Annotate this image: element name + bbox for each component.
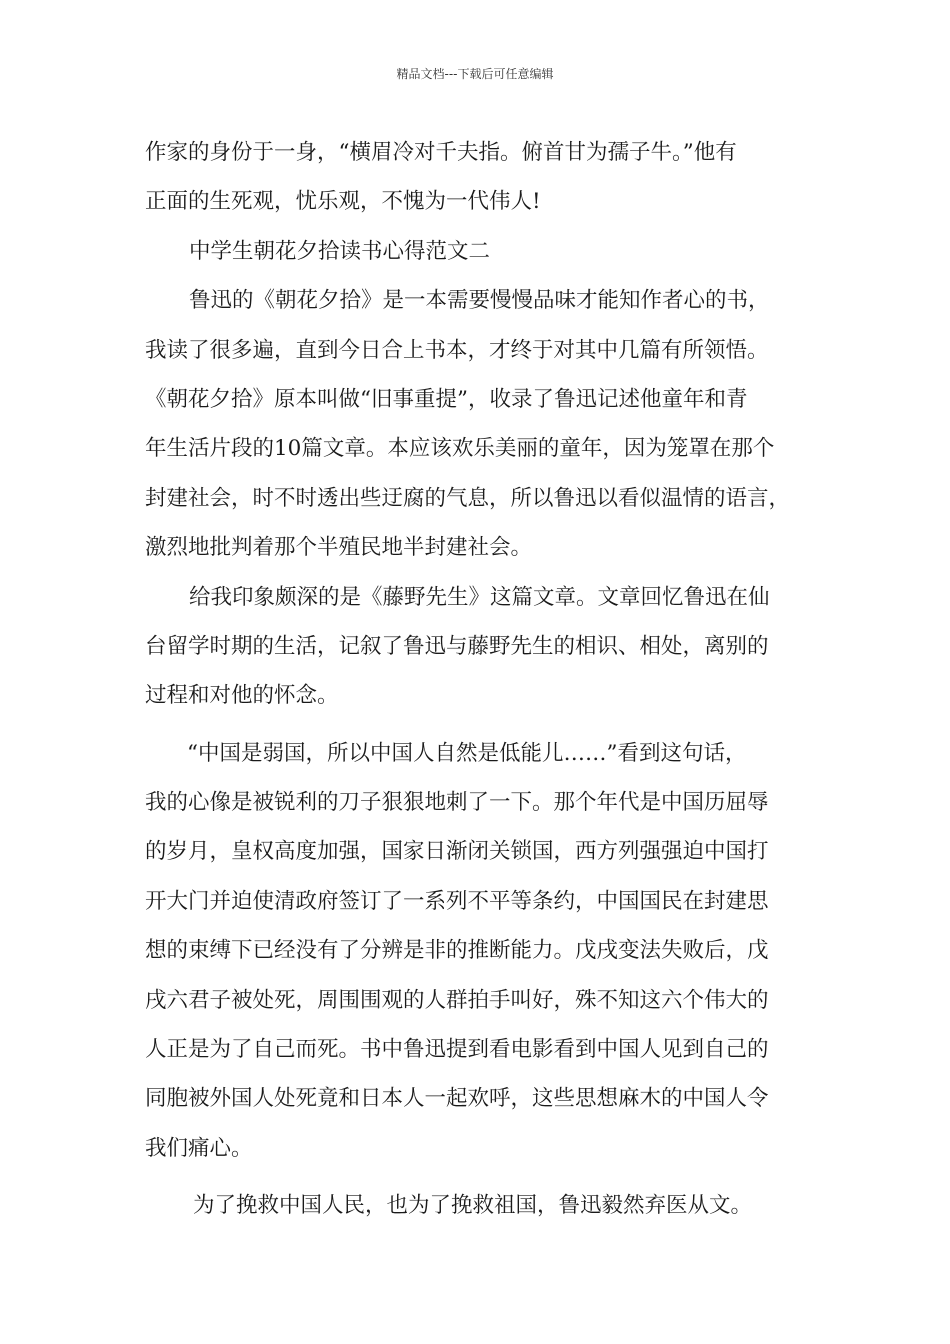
- text-line: 的岁月，皇权高度加强，国家日渐闭关锁国，西方列强强迫中国打: [145, 839, 769, 865]
- text-line: 同胞被外国人处死竟和日本人一起欢呼，这些思想麻木的中国人令: [145, 1086, 769, 1112]
- document-body: [145, 128, 829, 1231]
- text-line: 我的心像是被锐利的刀子狠狠地刺了一下。那个年代是中国历屈辱: [145, 790, 769, 816]
- page-header: 精品文档---下载后可任意编辑: [396, 67, 554, 81]
- text-line: 过程和对他的怀念。: [145, 683, 339, 709]
- text-line: 开大门并迫使清政府签订了一系列不平等条约，中国国民在封建思: [145, 888, 769, 914]
- text-line: 激烈地批判着那个半殖民地半封建社会。: [145, 535, 533, 561]
- text-line: 想的束缚下已经没有了分辨是非的推断能力。戊戌变法失败后，戊: [145, 938, 769, 964]
- text-line: “中国是弱国，所以中国人自然是低能儿……”看到这句话，: [187, 740, 747, 766]
- text-line: 鲁迅的《朝花夕拾》是一本需要慢慢品味才能知作者心的书，: [189, 288, 770, 314]
- text-line: 为了挽救中国人民，也为了挽救祖国，鲁迅毅然弃医从文。: [193, 1193, 753, 1219]
- text-line: 戌六君子被处死，周围围观的人群拍手叫好，殊不知这六个伟大的: [145, 987, 769, 1013]
- text-line: 台留学时期的生活，记叙了鲁迅与藤野先生的相识、相处，离别的: [145, 633, 769, 659]
- text-line: 《朝花夕拾》原本叫做“旧事重提”，收录了鲁迅记述他童年和青: [145, 386, 748, 412]
- text-line: 我读了很多遍，直到今日合上书本，才终于对其中几篇有所领悟。: [145, 337, 769, 363]
- text-line: 正面的生死观，忧乐观，不愧为一代伟人!: [145, 189, 541, 215]
- text-line: 作家的身份于一身，“横眉冷对千夫指。俯首甘为孺子牛。”他有: [145, 140, 737, 165]
- text-line: 年生活片段的10篇文章。本应该欢乐美丽的童年，因为笼罩在那个: [145, 436, 775, 462]
- section-heading: 中学生朝花夕拾读书心得范文二: [189, 238, 491, 264]
- text-line: 封建社会，时不时透出些迂腐的气息，所以鲁迅以看似温情的语言，: [145, 485, 791, 511]
- text-line: 给我印象颇深的是《藤野先生》这篇文章。文章回忆鲁迅在仙: [189, 584, 770, 610]
- text-line: 我们痛心。: [145, 1135, 253, 1161]
- text-line: 人正是为了自己而死。书中鲁迅提到看电影看到中国人见到自己的: [145, 1037, 769, 1063]
